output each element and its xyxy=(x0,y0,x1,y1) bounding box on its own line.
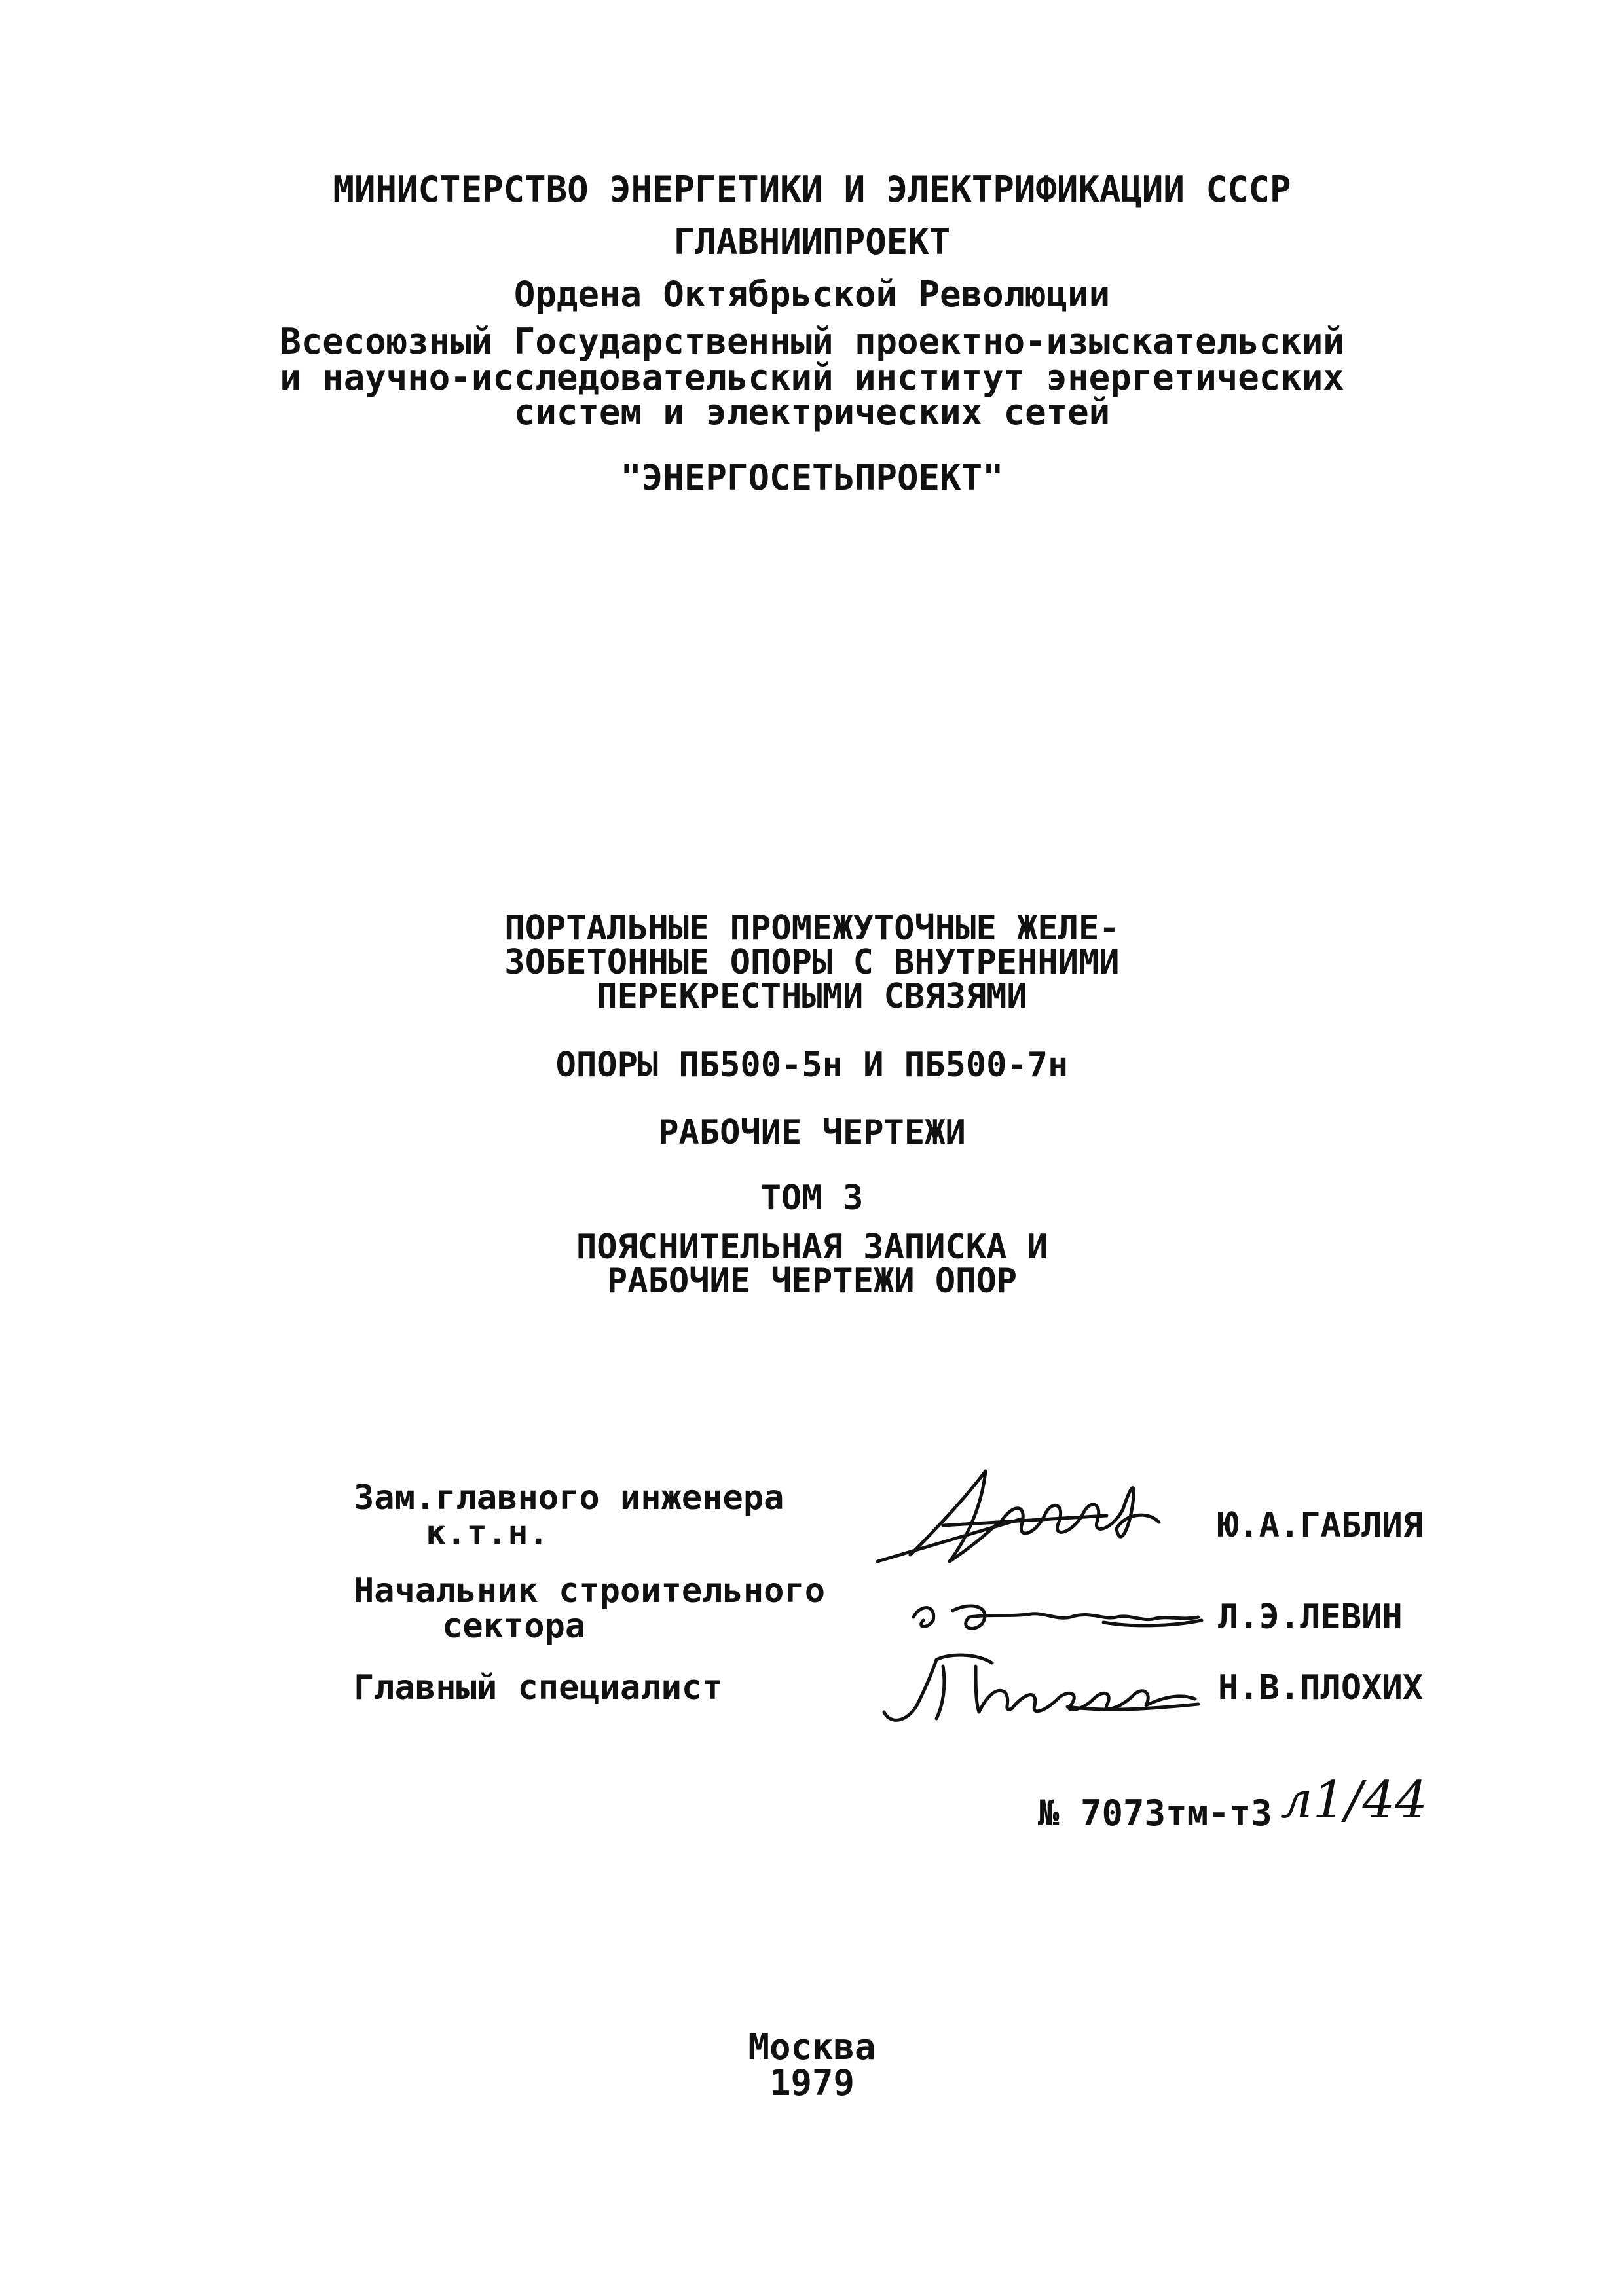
institute-line-1: Всесоюзный Государственный проектно-изыскательский xyxy=(280,321,1344,362)
signatory-role: Главный специалист xyxy=(354,1668,723,1707)
agency-heading: ГЛАВНИИПРОЕКТ xyxy=(673,221,951,263)
signature-gabliya xyxy=(871,1463,1198,1575)
signature-plokhikh xyxy=(871,1647,1225,1732)
signatory-name: Л.Э.ЛЕВИН xyxy=(1218,1597,1403,1637)
title-line-2: ЗОБЕТОННЫЕ ОПОРЫ С ВНУТРЕННИМИ xyxy=(504,943,1120,982)
volume-label: ТОМ 3 xyxy=(760,1178,864,1218)
signatory-role: Начальник строительного xyxy=(354,1571,826,1611)
signatory-degree: к.т.н. xyxy=(426,1514,549,1553)
signatory-role-continued: сектора xyxy=(442,1607,586,1646)
signature-levin xyxy=(907,1591,1221,1643)
signatory-role: Зам.главного инженера xyxy=(354,1478,784,1518)
year: 1979 xyxy=(769,2062,855,2104)
institute-line-2: и научно-исследовательский институт энергетических xyxy=(280,357,1344,398)
order-heading: Ордена Октябрьской Революции xyxy=(513,274,1111,315)
working-drawings-label: РАБОЧИЕ ЧЕРТЕЖИ xyxy=(658,1113,966,1152)
ministry-heading: МИНИСТЕРСТВО ЭНЕРГЕТИКИ И ЭЛЕКТРИФИКАЦИИ СССР xyxy=(333,169,1291,210)
document-number: № 7073тм-т3 xyxy=(1038,1793,1272,1834)
institute-name: "ЭНЕРГОСЕТЬПРОЕКТ" xyxy=(620,457,1004,498)
title-line-3: ПЕРЕКРЕСТНЫМИ СВЯЗЯМИ xyxy=(597,977,1027,1016)
contents-line-1: ПОЯСНИТЕЛЬНАЯ ЗАПИСКА И xyxy=(576,1228,1048,1267)
signatory-name: Ю.А.ГАБЛИЯ xyxy=(1218,1506,1424,1545)
contents-line-2: РАБОЧИЕ ЧЕРТЕЖИ ОПОР xyxy=(606,1262,1018,1301)
institute-line-3: систем и электрических сетей xyxy=(513,392,1111,433)
sheet-number: л1/44 xyxy=(1280,1771,1428,1830)
title-line-1: ПОРТАЛЬНЫЕ ПРОМЕЖУТОЧНЫЕ ЖЕЛЕ- xyxy=(504,909,1120,948)
city: Москва xyxy=(748,2026,876,2068)
signatory-name: Н.В.ПЛОХИХ xyxy=(1218,1668,1424,1707)
supports-designation: ОПОРЫ ПБ500-5н И ПБ500-7н xyxy=(555,1046,1069,1085)
